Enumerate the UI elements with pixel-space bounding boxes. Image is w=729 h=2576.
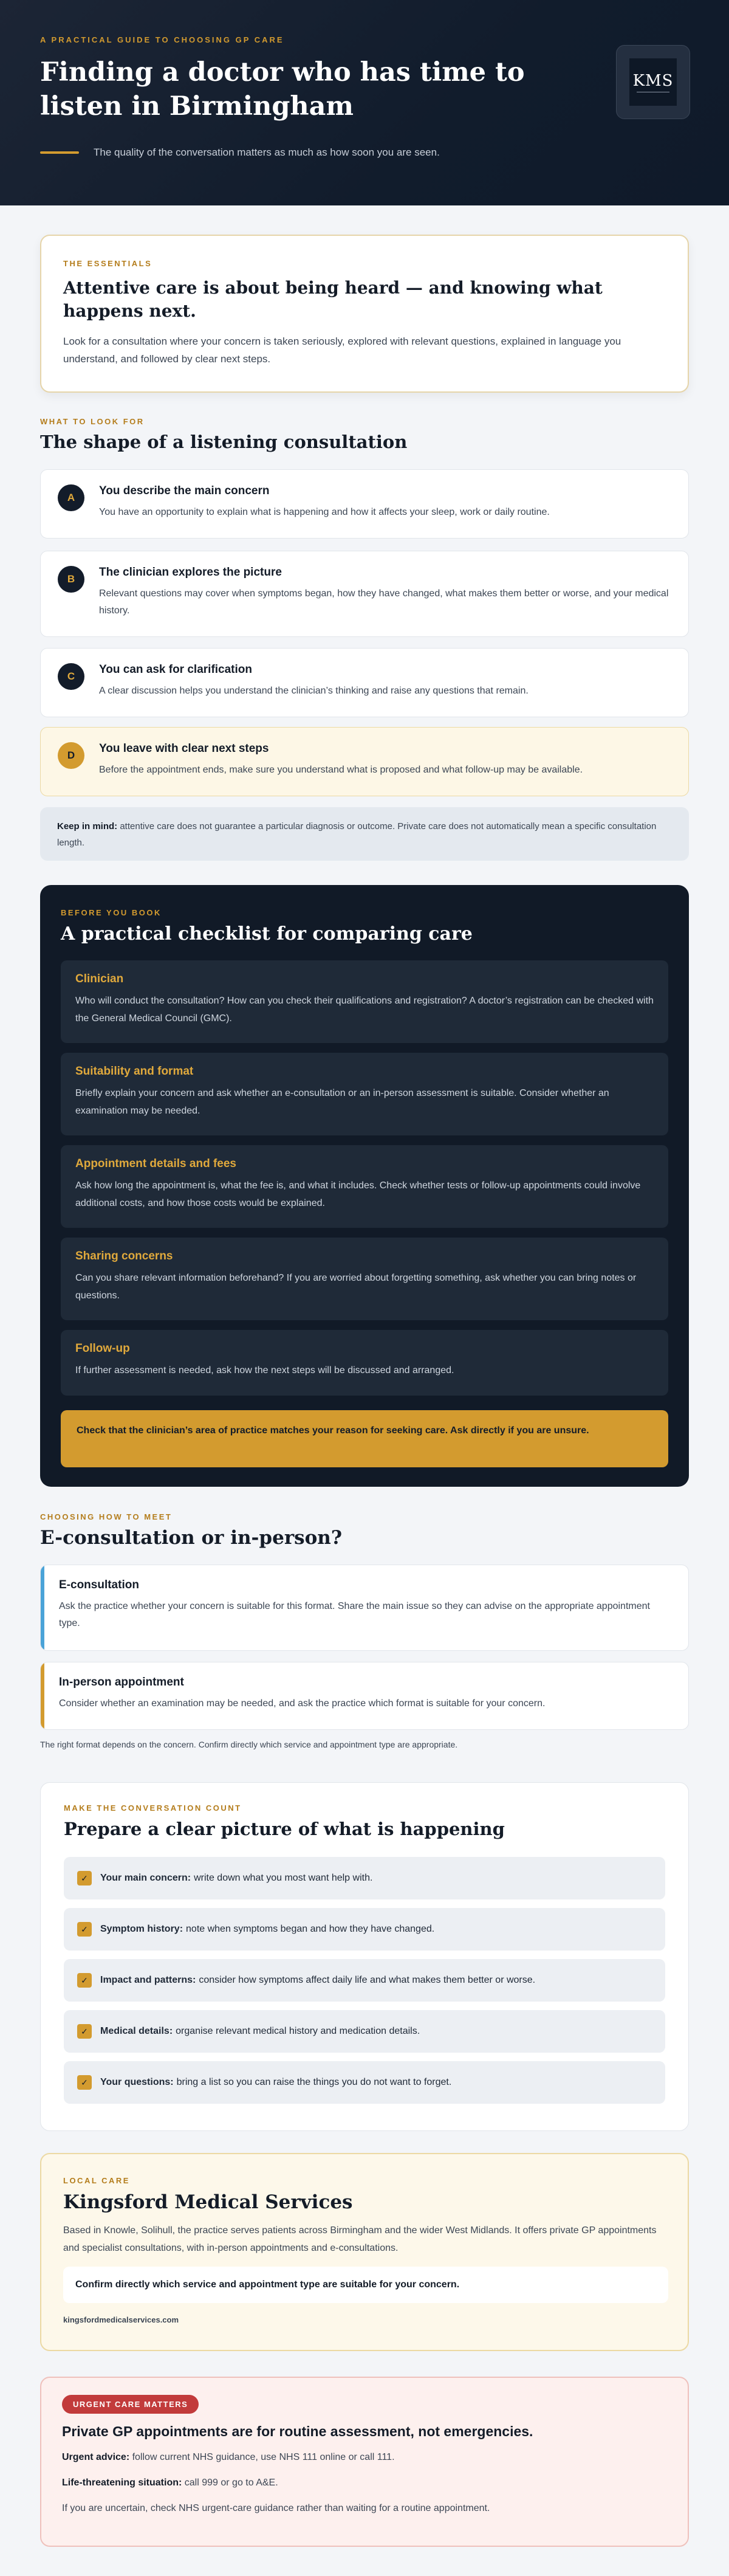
confirm-note: Confirm directly which service and appointment type are suitable for your concern. [63,2267,668,2303]
logo-mark [629,58,677,106]
checklist-item-body: Briefly explain your concern and ask whether an e-consultation or an in-person assessment is suitable. Consider whether an examination may be needed. [75,1088,609,1116]
page-title: Finding a doctor who has time to listen in Birmingham [40,57,525,122]
step-body: Before the appointment ends, make sure you understand what is proposed and what follow-up may be available. [99,765,583,775]
checklist-item-clinician [61,960,668,1043]
check-icon: ✓ [77,2024,92,2039]
keep-in-mind-note [40,807,689,861]
step-card-d [40,727,689,796]
essentials-body: Look for a consultation where your concern is taken seriously, explored with relevant questions, explained in language you understand, and followed by clear next steps. [63,336,621,365]
checklist-item-title: Suitability and format [75,1065,194,1078]
step-card-c [40,648,689,717]
step-card-b [40,551,689,637]
step-title: You can ask for clarification [99,663,253,676]
local-label: LOCAL CARE [63,2176,130,2185]
urgent-advice-text: follow current NHS guidance, use NHS 111 online or call 111. [129,2452,395,2462]
prep-item-symptom-history [64,1908,665,1951]
prep-item-impact [64,1959,665,2002]
prepare-label: MAKE THE CONVERSATION COUNT [64,1803,242,1813]
essentials-card [40,235,689,393]
prep-item-text: bring a list so you can raise the things you do not want to forget. [176,2077,452,2087]
prep-item-text: organise relevant medical history and medication details. [176,2026,420,2036]
prep-item-label: Your questions: [100,2077,174,2087]
checklist-panel [40,885,689,1487]
card-accent-stripe [41,1565,44,1650]
prep-item-text: consider how symptoms affect daily life and what makes them better or worse. [199,1975,536,1985]
checklist-item-title: Follow-up [75,1342,130,1355]
local-care-card [40,2153,689,2351]
prep-item-label: Your main concern: [100,1873,191,1883]
checklist-item-body: If further assessment is needed, ask how the next steps will be discussed and arranged. [75,1365,454,1376]
option-body: Consider whether an examination may be needed, and ask the practice which format is suitable for your concern. [59,1698,546,1709]
step-card-a [40,469,689,539]
prep-item-text: note when symptoms began and how they have changed. [186,1924,435,1934]
urgent-title: Private GP appointments are for routine assessment, not emergencies. [62,2423,533,2439]
option-title: E-consultation [59,1579,139,1591]
check-icon: ✓ [77,1922,92,1937]
checklist-item-title: Clinician [75,973,124,985]
step-title: The clinician explores the picture [99,566,282,579]
urgent-badge: URGENT CARE MATTERS [62,2395,199,2414]
check-icon: ✓ [77,1871,92,1886]
step-body: You have an opportunity to explain what is happening and how it affects your sleep, work or daily routine. [99,507,550,517]
step-title: You leave with clear next steps [99,742,269,755]
prepare-card [40,1782,689,2131]
step-body: Relevant questions may cover when symptoms began, how they have changed, what makes them better or worse, and your medical history. [99,588,669,616]
meet-title: E-consultation or in-person? [40,1527,342,1549]
checklist-callout: Check that the clinician’s area of practice matches your reason for seeking care. Ask directly if you are unsure. [61,1410,668,1467]
practice-name: Kingsford Medical Services [63,2191,353,2213]
prep-item-label: Medical details: [100,2026,173,2036]
tagline-text: The quality of the conversation matters as much as how soon you are seen. [94,146,440,158]
prep-item-main-concern [64,1857,665,1899]
step-badge: C [58,663,84,690]
step-badge: D [58,742,84,769]
practice-website-link[interactable]: kingsfordmedicalservices.com [63,2315,179,2324]
logo-text: KMS [632,72,674,90]
urgent-care-card [40,2377,689,2547]
hero-kicker: A PRACTICAL GUIDE TO CHOOSING GP CARE [40,35,284,44]
hero-tagline [40,146,689,159]
essentials-title: Attentive care is about being heard — and knowing what happens next. [63,278,603,321]
prep-item-text: write down what you most want help with. [194,1873,373,1883]
essentials-label: THE ESSENTIALS [63,259,152,268]
in-person-card [40,1662,689,1730]
checklist-item-sharing [61,1238,668,1320]
keep-text: attentive care does not guarantee a particular diagnosis or outcome. Private care does not automatically mean a specific consultation length. [57,821,657,848]
checklist-item-title: Appointment details and fees [75,1157,236,1170]
card-accent-stripe [41,1662,44,1729]
step-body: A clear discussion helps you understand the clinician’s thinking and raise any questions that remain. [99,686,529,696]
life-threatening-label: Life-threatening situation: [62,2478,182,2488]
shape-title: The shape of a listening consultation [40,432,408,452]
prep-item-label: Impact and patterns: [100,1975,196,1985]
tagline-accent-bar [40,151,79,154]
checklist-title: A practical checklist for comparing care [61,923,473,945]
hero-header [0,0,729,205]
checklist-item-fees [61,1145,668,1228]
check-icon: ✓ [77,1973,92,1988]
checklist-item-body: Can you share relevant information beforehand? If you are worried about forgetting something, ask whether you can bring notes or questions. [75,1273,637,1301]
meet-note: The right format depends on the concern. Confirm directly which service and appointment type are appropriate. [40,1740,458,1749]
checklist-item-body: Who will conduct the consultation? How can you check their qualifications and registration? A doctor’s registration can be checked with the General Medical Council (GMC). [75,996,654,1024]
life-threatening-advice [62,2476,667,2490]
life-threatening-text: call 999 or go to A&E. [182,2478,278,2488]
meet-label: CHOOSING HOW TO MEET [40,1512,173,1521]
urgent-advice [62,2451,667,2464]
step-title: You describe the main concern [99,484,270,497]
checklist-item-follow-up [61,1330,668,1396]
check-icon: ✓ [77,2075,92,2090]
checklist-label: BEFORE YOU BOOK [61,908,162,917]
prepare-title: Prepare a clear picture of what is happening [64,1819,505,1839]
e-consultation-card [40,1565,689,1651]
shape-label: WHAT TO LOOK FOR [40,417,145,426]
step-badge: A [58,484,84,511]
keep-label: Keep in mind: [57,821,118,832]
option-body: Ask the practice whether your concern is suitable for this format. Share the main issue so they can advise on the appropriate appointment type. [59,1601,650,1628]
checklist-item-title: Sharing concerns [75,1250,173,1262]
option-title: In-person appointment [59,1676,184,1689]
checklist-item-suitability [61,1053,668,1135]
uncertain-advice: If you are uncertain, check NHS urgent-care guidance rather than waiting for a routine appointment. [62,2503,490,2513]
urgent-advice-label: Urgent advice: [62,2452,130,2462]
checklist-item-body: Ask how long the appointment is, what the fee is, and what it includes. Check whether tests or follow-up appointments could involve additional costs, and how those costs would be explained. [75,1180,641,1208]
practice-description: Based in Knowle, Solihull, the practice serves patients across Birmingham and the wider West Midlands. It offers private GP appointments and specialist consultations, with in-person appointments and e-consultations. [63,2225,657,2253]
kms-logo [616,45,690,119]
prep-item-questions [64,2061,665,2104]
prep-item-medical-details [64,2010,665,2053]
prep-item-label: Symptom history: [100,1924,183,1934]
step-badge: B [58,566,84,593]
